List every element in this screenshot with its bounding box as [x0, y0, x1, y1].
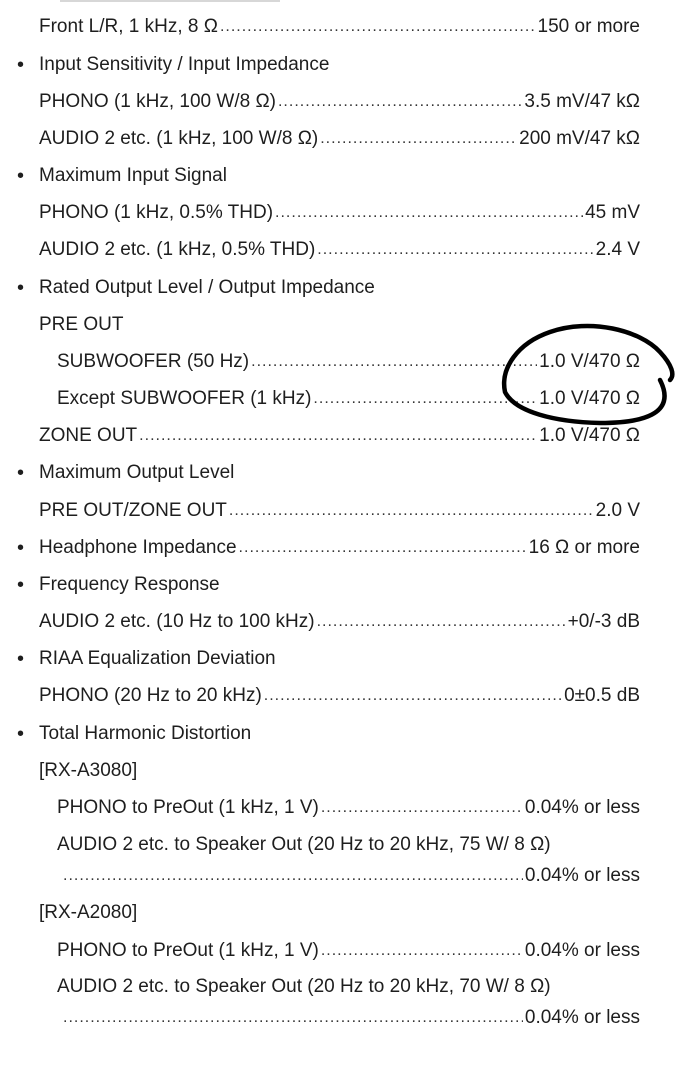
spec-row — [57, 936, 640, 966]
spec-row — [39, 235, 640, 265]
spec-line — [0, 496, 681, 526]
spec-heading-text: Maximum Input Signal — [39, 165, 227, 186]
spec-label: AUDIO 2 etc. (1 kHz, 0.5% THD) — [39, 239, 316, 260]
spec-subheading — [0, 756, 681, 786]
leader-dots — [313, 384, 537, 414]
spec-line — [0, 198, 681, 228]
spec-row — [39, 607, 640, 637]
spec-heading — [0, 570, 681, 600]
leader-dots — [317, 235, 593, 265]
spec-line — [0, 87, 681, 117]
spec-label: Except SUBWOOFER (1 kHz) — [57, 388, 312, 409]
spec-label: PHONO (1 kHz, 100 W/8 Ω) — [39, 91, 276, 112]
spec-value: 0.04% or less — [524, 797, 640, 818]
bullet-icon: • — [17, 54, 25, 76]
spec-subheading-text: AUDIO 2 etc. to Speaker Out (20 Hz to 20 kHz, 70 W/ 8 Ω) — [57, 976, 551, 997]
spec-label: PRE OUT/ZONE OUT — [39, 500, 227, 521]
spec-heading-text: Maximum Output Level — [39, 462, 235, 483]
spec-heading — [0, 644, 681, 674]
spec-row — [39, 12, 640, 42]
spec-line — [0, 861, 681, 891]
spec-label: ZONE OUT — [39, 425, 138, 446]
leader-dots — [229, 496, 594, 526]
spec-heading — [0, 458, 681, 488]
bullet-icon: • — [17, 277, 25, 299]
spec-heading — [0, 719, 681, 749]
leader-dots — [317, 607, 566, 637]
spec-row — [57, 347, 640, 377]
spec-row — [61, 861, 640, 891]
spec-value: 1.0 V/470 Ω — [539, 388, 640, 409]
spec-value: 0.04% or less — [524, 865, 640, 886]
spec-row — [39, 87, 640, 117]
bullet-icon: • — [17, 723, 25, 745]
spec-subheading — [0, 310, 681, 340]
bullet-icon: • — [17, 648, 25, 670]
spec-subheading-text: AUDIO 2 etc. to Speaker Out (20 Hz to 20 kHz, 75 W/ 8 Ω) — [57, 834, 551, 855]
spec-label: AUDIO 2 etc. (10 Hz to 100 kHz) — [39, 611, 315, 632]
bullet-icon: • — [17, 574, 25, 596]
spec-label: AUDIO 2 etc. (1 kHz, 100 W/8 Ω) — [39, 128, 319, 149]
spec-line — [0, 793, 681, 823]
spec-label: PHONO (20 Hz to 20 kHz) — [39, 685, 262, 706]
spec-subheading-text: [RX-A3080] — [39, 760, 138, 781]
spec-heading-text: Headphone Impedance — [39, 537, 237, 558]
spec-heading — [0, 50, 681, 80]
spec-value: 1.0 V/470 Ω — [539, 425, 640, 446]
spec-subheading — [0, 830, 681, 860]
spec-row — [39, 124, 640, 154]
spec-value: 0.04% or less — [524, 1007, 640, 1028]
spec-heading — [0, 533, 681, 563]
leader-dots — [63, 861, 523, 891]
spec-value: 3.5 mV/47 kΩ — [524, 91, 640, 112]
leader-dots — [239, 533, 527, 563]
leader-dots — [275, 198, 583, 228]
leader-dots — [278, 87, 522, 117]
spec-line — [0, 1003, 681, 1033]
top-cut-text — [60, 0, 280, 2]
spec-row — [39, 681, 640, 711]
leader-dots — [139, 421, 537, 451]
spec-heading — [0, 273, 681, 303]
spec-heading-text: RIAA Equalization Deviation — [39, 648, 276, 669]
spec-heading-text: Rated Output Level / Output Impedance — [39, 277, 375, 298]
leader-dots — [321, 936, 523, 966]
leader-dots — [321, 793, 523, 823]
spec-line — [0, 936, 681, 966]
spec-subheading-text: PRE OUT — [39, 314, 124, 335]
spec-value: 2.4 V — [595, 239, 640, 260]
leader-dots — [251, 347, 537, 377]
spec-row — [39, 421, 640, 451]
spec-heading — [0, 161, 681, 191]
bullet-icon: • — [17, 537, 25, 559]
spec-line — [0, 681, 681, 711]
spec-line — [0, 124, 681, 154]
spec-label: PHONO to PreOut (1 kHz, 1 V) — [57, 797, 319, 818]
spec-row — [57, 793, 640, 823]
leader-dots — [63, 1003, 523, 1033]
spec-row — [39, 533, 640, 563]
spec-subheading — [0, 972, 681, 1002]
spec-label: PHONO (1 kHz, 0.5% THD) — [39, 202, 274, 223]
spec-line — [0, 235, 681, 265]
spec-row — [57, 384, 640, 414]
bullet-icon: • — [17, 462, 25, 484]
spec-heading-text: Input Sensitivity / Input Impedance — [39, 54, 330, 75]
spec-label: Front L/R, 1 kHz, 8 Ω — [39, 16, 218, 37]
spec-row — [39, 496, 640, 526]
spec-value: 0.04% or less — [524, 940, 640, 961]
spec-heading-text: Frequency Response — [39, 574, 220, 595]
spec-value: 16 Ω or more — [528, 537, 640, 558]
spec-label: SUBWOOFER (50 Hz) — [57, 351, 250, 372]
spec-line — [0, 607, 681, 637]
leader-dots — [264, 681, 562, 711]
spec-value: 150 or more — [537, 16, 640, 37]
spec-value: +0/-3 dB — [567, 611, 640, 632]
spec-line — [0, 384, 681, 414]
spec-line — [0, 12, 681, 42]
spec-subheading — [0, 898, 681, 928]
spec-value: 45 mV — [585, 202, 640, 223]
bullet-icon: • — [17, 165, 25, 187]
spec-line — [0, 347, 681, 377]
spec-value: 200 mV/47 kΩ — [519, 128, 640, 149]
leader-dots — [320, 124, 517, 154]
spec-label: PHONO to PreOut (1 kHz, 1 V) — [57, 940, 319, 961]
spec-value: 0±0.5 dB — [564, 685, 640, 706]
spec-value: 2.0 V — [595, 500, 640, 521]
spec-line — [0, 421, 681, 451]
spec-subheading-text: [RX-A2080] — [39, 902, 138, 923]
spec-row — [39, 198, 640, 228]
spec-value: 1.0 V/470 Ω — [539, 351, 640, 372]
spec-row — [61, 1003, 640, 1033]
leader-dots — [220, 12, 536, 42]
spec-heading-text: Total Harmonic Distortion — [39, 723, 252, 744]
